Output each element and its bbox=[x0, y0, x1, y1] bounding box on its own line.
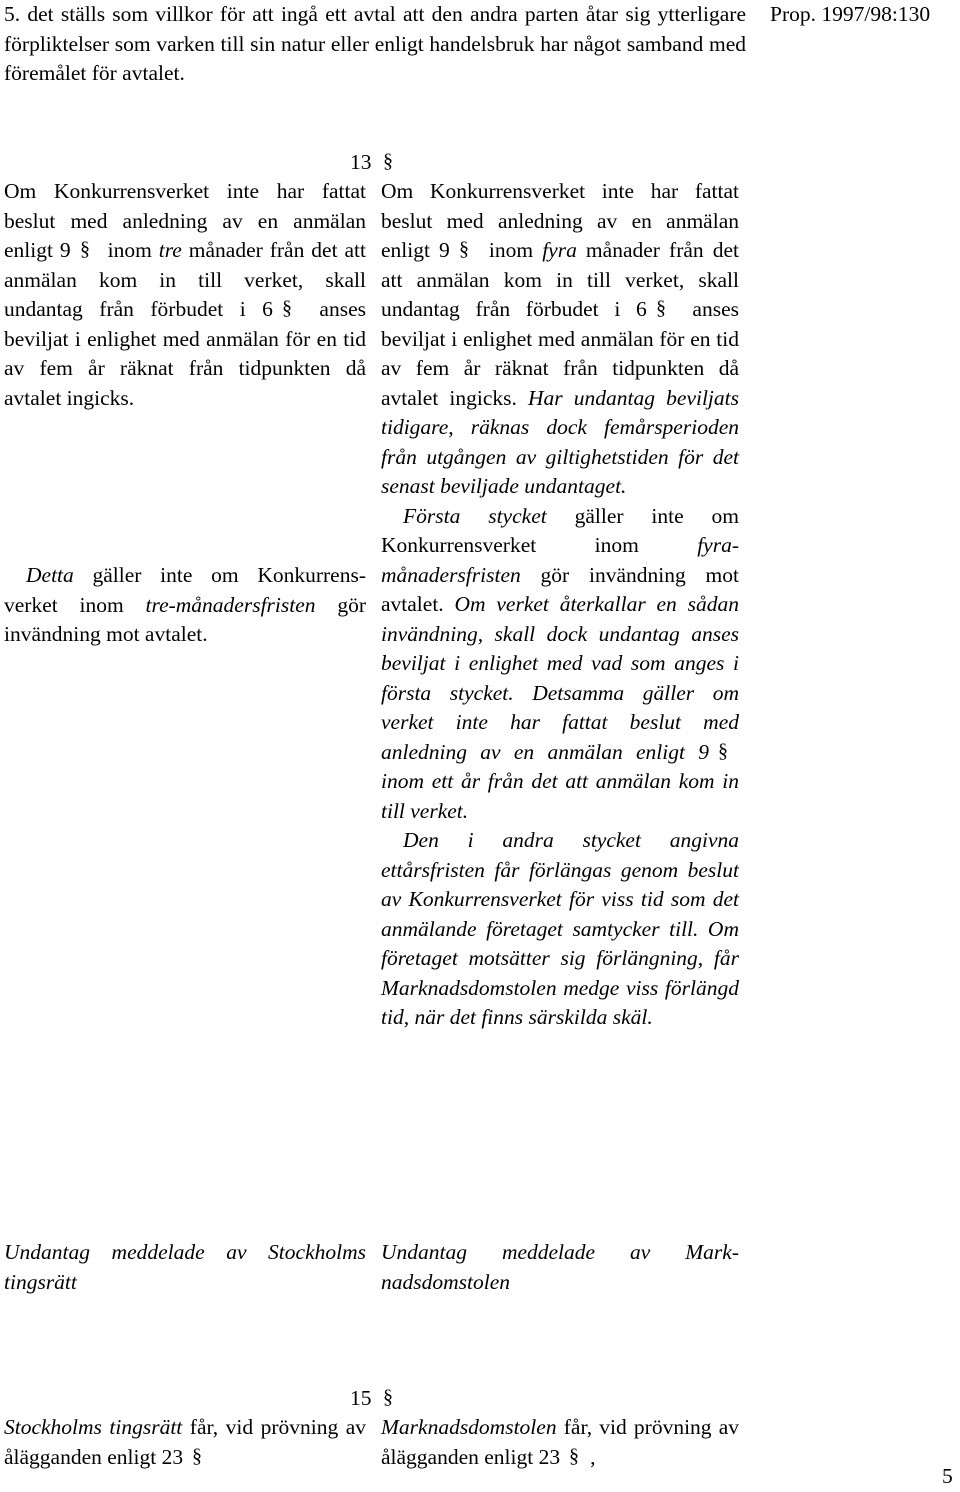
section-sign-icon bbox=[717, 740, 731, 762]
intro-paragraph: 5. det ställs som villkor för att ingå ett avtal att den andra parten åtar sig ytterligare förpliktelser som varken till sin natur eller enligt handelsbruk har något samband med föremålet för avtalet. bbox=[4, 2, 746, 85]
section-sign-icon bbox=[191, 1445, 205, 1467]
heading-proposed: Undantag meddelade av Mark-nadsdomstolen bbox=[381, 1240, 739, 1294]
section-15-proposed-text: Marknadsdomstolen får, vid prövning av ålägganden enligt 23 , bbox=[381, 1415, 739, 1469]
section-sign-icon bbox=[458, 238, 472, 260]
section-sign-icon bbox=[382, 1386, 396, 1408]
section-sign-icon bbox=[382, 150, 396, 172]
section-number: 15 bbox=[350, 1386, 372, 1410]
section-15-heading bbox=[350, 1384, 404, 1414]
page-number: 5 bbox=[942, 1464, 953, 1488]
section-sign-icon bbox=[655, 297, 669, 319]
heading-current: Undantag meddelade av Stockholms tingsrätt bbox=[4, 1240, 366, 1294]
current-paragraph-1: Om Konkurrensverket inte har fattat beslut med anledning av en anmälan enligt 9 inom tre månader från det att anmälan kom in till verket, skall undantag från förbudet i 6 anses beviljat i enlighet med anmälan för en tid av fem år räknat från tidpunkten då avtalet ingicks. bbox=[4, 179, 366, 410]
proposed-paragraph-1: Om Konkurrensverket inte har fattat beslut med anledning av en anmälan enligt 9 inom fyra månader från det att anmälan kom in till verket, skall undantag från förbudet i 6 anses beviljat i enlighet med anmälan för en tid av fem år räknat från tidpunkten då avtalet ingicks. Har undantag beviljats tidigare, räknas dock femårsperioden från utgången av giltighetstiden för det senast beviljade undantaget. bbox=[381, 179, 740, 498]
proposition-reference: Prop. 1997/98:130 bbox=[770, 2, 931, 26]
section-sign-icon bbox=[79, 238, 93, 260]
section-13-proposed-text bbox=[381, 177, 739, 1033]
section-15-current-text: Stockholms tingsrätt får, vid prövning av ålägganden enligt 23 bbox=[4, 1415, 366, 1469]
section-13-heading bbox=[350, 148, 404, 178]
section-sign-icon bbox=[568, 1445, 582, 1467]
current-paragraph-2: Detta gäller inte om Konkurrens-verket inom tre-månadersfristen gör invändning mot avtalet. bbox=[4, 563, 366, 646]
section-sign-icon bbox=[281, 297, 295, 319]
proposed-paragraph-3: Den i andra stycket angivna ettårsfristen får förlängas genom beslut av Konkurrensverket för viss tid som det anmälande företaget samtycker till. Om företaget motsätter sig förlängning, får Marknadsdomstolen medge viss förlängd tid, när det finns särskilda skäl. bbox=[381, 828, 739, 1029]
proposed-paragraph-2: Första stycket gäller inte om Konkurrensverket inom fyra-månadersfristen gör invändning mot avtalet. Om verket återkallar en sådan invändning, skall dock undantag anses beviljat i enlighet med vad som anges i första stycket. Detsamma gäller om verket inte har fattat beslut med anledning av en anmälan enligt 9 inom ett år från det att anmälan kom in till verket. bbox=[381, 503, 740, 823]
section-number: 13 bbox=[350, 150, 372, 174]
section-13-current-text bbox=[4, 177, 366, 413]
